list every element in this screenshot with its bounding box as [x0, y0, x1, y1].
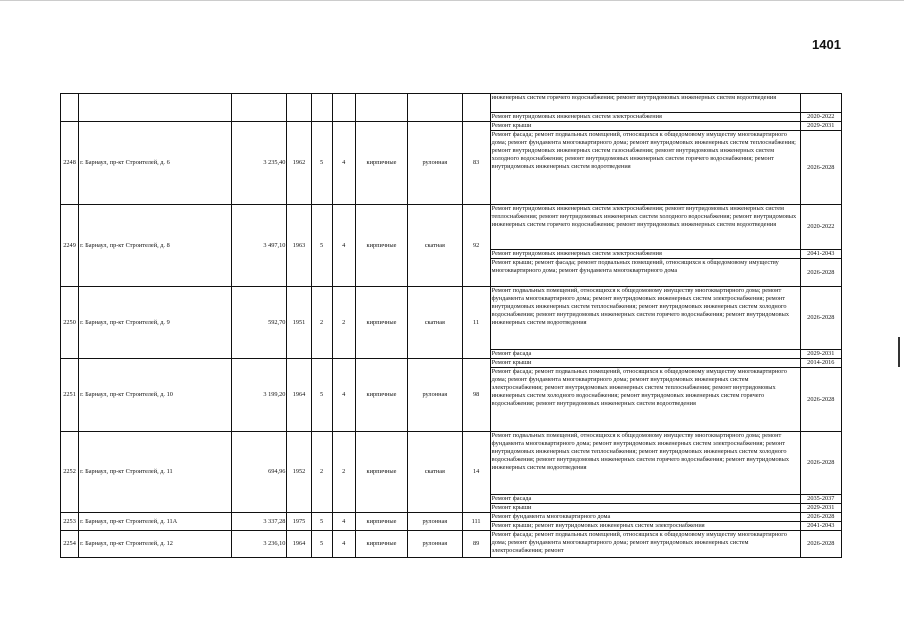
cell-num: 2252 [61, 432, 79, 513]
cell-roof: рулонная [408, 513, 462, 531]
cell-apartments: 98 [462, 359, 490, 432]
table-row [61, 359, 842, 368]
cell-work: Ремонт фасада; ремонт подвальных помещений, относящихся к общедомовому имуществу многоквартирного дома; ремонт фундамента многоквартирного дома; ремонт внутридомовых инженерных систем электроснабжения; ремонт внутридомовых инженерных систем теплоснабжения; ремонт внутридомовых инженерных систем холодного водоснабжения; ремонт внутридомовых инженерных систем горячего водоснабжения; ремонт внутридомовых инженерных систем водоотведения [490, 368, 800, 432]
cell-entrances: 4 [332, 205, 355, 287]
cell-apartments: 111 [462, 513, 490, 531]
cell-floors: 5 [311, 122, 332, 205]
cell-area: 694,96 [232, 432, 287, 513]
cell-walls: кирпичные [355, 513, 407, 531]
cell-period [800, 94, 841, 113]
cell-floors [311, 94, 332, 122]
cell-address: г. Барнаул, пр-кт Строителей, д. 10 [79, 359, 232, 432]
cell-period: 2029-2031 [800, 504, 841, 513]
cell-work: Ремонт внутридомовых инженерных систем электроснабжения [490, 250, 800, 259]
cell-period: 2026-2028 [800, 432, 841, 495]
cell-area: 3 236,10 [232, 531, 287, 558]
cell-year: 1963 [287, 205, 311, 287]
cell-apartments: 14 [462, 432, 490, 513]
cell-entrances [332, 94, 355, 122]
cell-area: 3 337,28 [232, 513, 287, 531]
cell-apartments: 11 [462, 287, 490, 359]
cell-work: Ремонт подвальных помещений, относящихся к общедомовому имуществу многоквартирного дома; ремонт фундамента многоквартирного дома; ремонт внутридомовых инженерных систем электроснабжения; ремонт внутридомовых инженерных систем теплоснабжения; ремонт внутридомовых инженерных систем холодного водоснабжения; ремонт внутридомовых инженерных систем горячего водоснабжения; ремонт внутридомовых инженерных систем водоотведения [490, 432, 800, 495]
table-row [61, 205, 842, 250]
cell-work: Ремонт фасада; ремонт подвальных помещений, относящихся к общедомовому имуществу многоквартирного дома; ремонт фундамента многоквартирного дома; ремонт внутридомовых инженерных систем электроснабжения; ремонт [490, 531, 800, 558]
table-row [61, 122, 842, 131]
cell-walls: кирпичные [355, 432, 407, 513]
cell-floors: 5 [311, 205, 332, 287]
cell-entrances: 2 [332, 287, 355, 359]
cell-walls [355, 94, 407, 122]
table-row [61, 94, 842, 113]
cell-apartments: 83 [462, 122, 490, 205]
cell-address [79, 94, 232, 122]
cell-area: 3 199,20 [232, 359, 287, 432]
table-row [61, 513, 842, 522]
cell-walls: кирпичные [355, 359, 407, 432]
cell-year: 1964 [287, 359, 311, 432]
table-row [61, 531, 842, 558]
cell-address: г. Барнаул, пр-кт Строителей, д. 8 [79, 205, 232, 287]
cell-roof: рулонная [408, 531, 462, 558]
cell-num: 2254 [61, 531, 79, 558]
cell-area: 3 235,40 [232, 122, 287, 205]
cell-entrances: 4 [332, 122, 355, 205]
cell-address: г. Барнаул, пр-кт Строителей, д. 6 [79, 122, 232, 205]
cell-work: Ремонт фасада; ремонт подвальных помещений, относящихся к общедомовому имуществу многоквартирного дома; ремонт фундамента многоквартирного дома; ремонт внутридомовых инженерных систем теплоснабжения; ремонт внутридомовых инженерных систем газоснабжения; ремонт внутридомовых инженерных систем холодного водоснабжения; ремонт внутридомовых инженерных систем горячего водоснабжения; ремонт внутридомовых инженерных систем водоотведения [490, 131, 800, 205]
table-row [61, 287, 842, 350]
cell-num: 2250 [61, 287, 79, 359]
cell-period: 2026-2028 [800, 131, 841, 205]
cell-work: Ремонт крыши; ремонт фасада; ремонт подвальных помещений, относящихся к общедомовому имуществу многоквартирного дома; ремонт фундамента многоквартирного дома [490, 259, 800, 287]
cell-year [287, 94, 311, 122]
page-number: 1401 [812, 37, 841, 52]
cell-walls: кирпичные [355, 122, 407, 205]
cell-period: 2020-2022 [800, 205, 841, 250]
cell-apartments: 92 [462, 205, 490, 287]
cell-period: 2026-2028 [800, 259, 841, 287]
cell-period: 2029-2031 [800, 350, 841, 359]
cell-address: г. Барнаул, пр-кт Строителей, д. 11 [79, 432, 232, 513]
cell-area: 3 497,10 [232, 205, 287, 287]
table-row [61, 432, 842, 495]
cell-address: г. Барнаул, пр-кт Строителей, д. 11А [79, 513, 232, 531]
cell-num: 2248 [61, 122, 79, 205]
cell-roof: рулонная [408, 122, 462, 205]
cell-work: Ремонт подвальных помещений, относящихся к общедомовому имуществу многоквартирного дома; ремонт фундамента многоквартирного дома; ремонт внутридомовых инженерных систем электроснабжения; ремонт внутридомовых инженерных систем теплоснабжения; ремонт внутридомовых инженерных систем холодного водоснабжения; ремонт внутридомовых инженерных систем горячего водоснабжения; ремонт внутридомовых инженерных систем водоотведения [490, 287, 800, 350]
cell-period: 2026-2028 [800, 531, 841, 558]
cell-address: г. Барнаул, пр-кт Строителей, д. 9 [79, 287, 232, 359]
cell-walls: кирпичные [355, 287, 407, 359]
cell-floors: 5 [311, 359, 332, 432]
cell-year: 1962 [287, 122, 311, 205]
cell-period: 2041-2043 [800, 250, 841, 259]
cell-work: Ремонт крыши [490, 122, 800, 131]
cell-address: г. Барнаул, пр-кт Строителей, д. 12 [79, 531, 232, 558]
cell-period: 2026-2028 [800, 368, 841, 432]
cell-work: Ремонт крыши; ремонт внутридомовых инженерных систем электроснабжения [490, 522, 800, 531]
cell-period: 2029-2031 [800, 122, 841, 131]
cell-walls: кирпичные [355, 205, 407, 287]
cell-work: инженерных систем горячего водоснабжения; ремонт внутридомовых инженерных систем водоотведения [490, 94, 800, 113]
cell-area: 592,70 [232, 287, 287, 359]
cell-work: Ремонт внутридомовых инженерных систем электроснабжения; ремонт внутридомовых инженерных систем теплоснабжения; ремонт внутридомовых инженерных систем холодного водоснабжения; ремонт внутридомовых инженерных систем горячего водоснабжения; ремонт внутридомовых инженерных систем водоотведения [490, 205, 800, 250]
cell-period: 2014-2016 [800, 359, 841, 368]
cell-apartments [462, 94, 490, 122]
cell-period: 2026-2028 [800, 287, 841, 350]
cell-work: Ремонт внутридомовых инженерных систем электроснабжения [490, 113, 800, 122]
cell-work: Ремонт крыши [490, 359, 800, 368]
cell-floors: 2 [311, 287, 332, 359]
cell-period: 2041-2043 [800, 522, 841, 531]
cell-work: Ремонт фундамента многоквартирного дома [490, 513, 800, 522]
scan-edge [0, 0, 904, 1]
scan-artifact [898, 337, 900, 367]
cell-period: 2026-2028 [800, 513, 841, 522]
cell-num: 2249 [61, 205, 79, 287]
cell-entrances: 4 [332, 531, 355, 558]
cell-entrances: 2 [332, 432, 355, 513]
cell-year: 1952 [287, 432, 311, 513]
cell-period: 2035-2037 [800, 495, 841, 504]
cell-floors: 2 [311, 432, 332, 513]
cell-num: 2251 [61, 359, 79, 432]
cell-roof: скатная [408, 287, 462, 359]
cell-period: 2020-2022 [800, 113, 841, 122]
cell-num [61, 94, 79, 122]
cell-apartments: 89 [462, 531, 490, 558]
repair-schedule-table [60, 93, 842, 558]
cell-roof [408, 94, 462, 122]
cell-num: 2253 [61, 513, 79, 531]
cell-work: Ремонт фасада [490, 495, 800, 504]
cell-roof: рулонная [408, 359, 462, 432]
cell-floors: 5 [311, 531, 332, 558]
cell-floors: 5 [311, 513, 332, 531]
cell-entrances: 4 [332, 513, 355, 531]
cell-entrances: 4 [332, 359, 355, 432]
cell-roof: скатная [408, 432, 462, 513]
cell-roof: скатная [408, 205, 462, 287]
cell-year: 1951 [287, 287, 311, 359]
cell-year: 1964 [287, 531, 311, 558]
cell-year: 1975 [287, 513, 311, 531]
cell-work: Ремонт крыши [490, 504, 800, 513]
cell-walls: кирпичные [355, 531, 407, 558]
cell-area [232, 94, 287, 122]
cell-work: Ремонт фасада [490, 350, 800, 359]
